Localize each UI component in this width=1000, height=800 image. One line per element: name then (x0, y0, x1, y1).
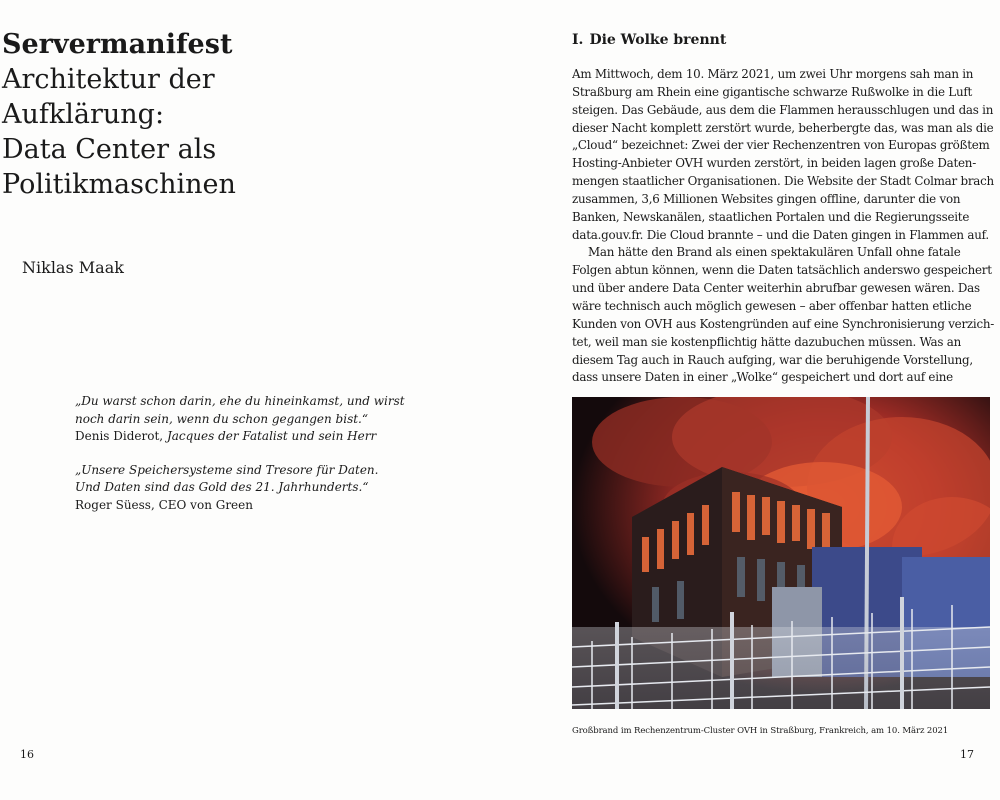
body-line: dass unsere Daten in einer „Wolke“ gespeichert und dort auf eine (572, 370, 953, 385)
body-line: diesem Tag auch in Rauch aufging, war die beruhigende Vorstellung, (572, 352, 973, 367)
title-line: Architektur der (2, 64, 215, 95)
body-line: Folgen abtun können, wenn die Daten tatsächlich anderswo gespeichert (572, 263, 992, 278)
epigraphs (75, 393, 405, 530)
chapter-title (2, 27, 482, 202)
figure-caption: Großbrand im Rechenzentrum-Cluster OVH in Straßburg, Frankreich, am 10. März 2021 (572, 726, 949, 736)
body-line: data.gouv.fr. Die Cloud brannte – und die Daten gingen in Flammen auf. (572, 227, 989, 242)
fire-photo-illustration (572, 397, 990, 709)
fire-photo (572, 397, 990, 709)
epigraph-quote-line: Und Daten sind das Gold des 21. Jahrhunderts.“ (75, 480, 369, 494)
epigraph-source-name: Roger Süess, CEO von Green (75, 497, 253, 512)
section-heading (572, 32, 726, 48)
epigraph-quote-line: „Du warst schon darin, ehe du hineinkamst, und wirst (75, 394, 405, 408)
body-line: dieser Nacht komplett zerstört wurde, beherbergte das, was man als die (572, 120, 994, 135)
title-line: Data Center als (2, 134, 217, 165)
body-line: mengen staatlicher Organisationen. Die Website der Stadt Colmar brach (572, 174, 994, 189)
right-page (500, 0, 1000, 800)
body-line: zusammen, 3,6 Millionen Websites gingen offline, darunter die von (572, 191, 961, 206)
title-line: Aufklärung: (2, 99, 165, 130)
title-line: Servermanifest (2, 29, 233, 60)
body-line: Am Mittwoch, dem 10. März 2021, um zwei Uhr morgens sah man in (572, 67, 974, 81)
body-line: Straßburg am Rhein eine gigantische schwarze Rußwolke in die Luft (572, 84, 973, 99)
section-title: Die Wolke brennt (589, 32, 727, 48)
body-line: und über andere Data Center weiterhin abrufbar gewesen wären. Das (572, 281, 980, 296)
body-text (572, 66, 997, 387)
page-number: 16 (20, 748, 34, 761)
title-line: Politikmaschinen (2, 169, 236, 200)
epigraph-source-name: Denis Diderot, (75, 429, 164, 443)
page-number: 17 (960, 748, 974, 761)
epigraph (75, 462, 405, 515)
section-number: I. (572, 32, 584, 48)
epigraph (75, 393, 405, 446)
body-line: Hosting-Anbieter OVH wurden zerstört, in beiden lagen große Daten- (572, 156, 976, 171)
epigraph-quote-line: noch darin sein, wenn du schon gegangen bist.“ (75, 411, 368, 426)
author-name: Niklas Maak (22, 258, 124, 277)
epigraph-source (75, 428, 405, 446)
body-line: „Cloud“ bezeichnet: Zwei der vier Rechenzentren von Europas größtem (572, 138, 990, 153)
body-line: tet, weil man sie kostenpflichtig hätte dazubuchen müssen. Was an (572, 334, 961, 349)
body-line: Kunden von OVH aus Kostengründen auf eine Synchronisierung verzich- (572, 316, 995, 331)
epigraph-source (75, 497, 405, 515)
epigraph-source-work: Jacques der Fatalist und sein Herr (166, 429, 377, 443)
body-line: Banken, Newskanälen, staatlichen Portalen und die Regierungsseite (572, 209, 970, 224)
epigraph-quote-line: „Unsere Speichersysteme sind Tresore für Daten. (75, 462, 379, 477)
body-line: steigen. Das Gebäude, aus dem die Flammen herausschlugen und das in (572, 102, 994, 117)
body-line: wäre technisch auch möglich gewesen – aber offenbar hatten etliche (572, 298, 972, 313)
body-line: Man hätte den Brand als einen spektakulären Unfall ohne fatale (588, 245, 961, 260)
